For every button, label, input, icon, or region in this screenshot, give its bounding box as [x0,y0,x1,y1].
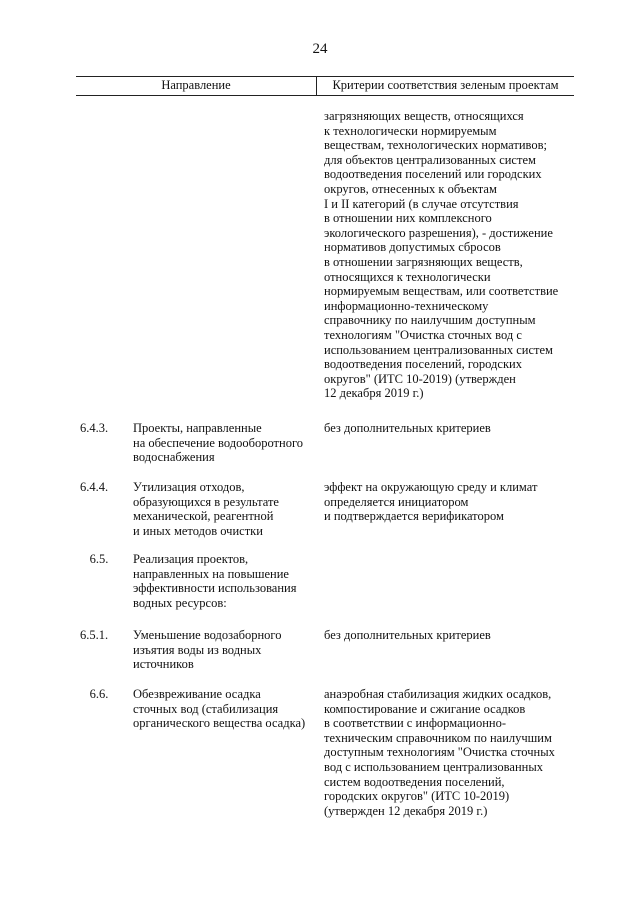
criteria-line: для объектов централизованных систем [324,152,536,167]
row-number: 6.5.1. [80,628,109,642]
page-number: 24 [312,41,328,57]
row-number: 6.5. [89,552,109,566]
row-direction [133,628,313,672]
row-criteria [324,687,574,818]
direction-line: водных ресурсов: [133,595,227,610]
criteria-line: в отношении загрязняющих веществ, [324,254,523,269]
criteria-line: компостирование и сжигание осадков [324,701,526,716]
criteria-line: I и II категорий (в случае отсутствия [324,196,519,211]
row-number: 6.4.3. [80,421,109,435]
criteria-line: без дополнительных критериев [324,628,491,642]
criteria-line: 12 декабря 2019 г.) [324,386,424,401]
direction-line: Реализация проектов, [133,552,249,566]
criteria-line: (утвержден 12 декабря 2019 г.) [324,803,488,818]
direction-line: источников [133,657,194,672]
direction-line: направленных на повышение [133,566,289,581]
row-direction [133,552,313,610]
row-criteria [324,480,574,524]
row-number: 6.4.4. [80,480,109,494]
direction-line: эффективности использования [133,581,297,596]
direction-line: и иных методов очистки [133,523,263,538]
row-direction [133,421,313,465]
criteria-line: относящихся к технологически [324,269,491,284]
direction-line: сточных вод (стабилизация [133,701,279,716]
criteria-line: без дополнительных критериев [324,421,491,435]
row-direction [133,480,313,538]
criteria-line: анаэробная стабилизация жидких осадков, [324,687,552,701]
criteria-line: нормируемым веществам, или соответствие [324,284,559,299]
direction-line: на обеспечение водооборотного [133,435,304,450]
criteria-line: городских округов" (ИТС 10-2019) [324,789,510,804]
criteria-line: и подтверждается верификатором [324,509,504,524]
direction-line: изъятия воды из водных [133,642,262,657]
criteria-line: округов, отнесенных к объектам [324,181,497,196]
direction-line: Утилизация отходов, [133,480,245,494]
row-direction [133,687,313,731]
criteria-line: справочнику по наилучшим доступным [324,313,536,328]
table-header [76,76,574,96]
criteria-line: вод с использованием централизованных [324,759,543,774]
criteria-line: техническим справочником по наилучшим [324,730,552,745]
direction-line: Уменьшение водозаборного [133,628,282,642]
column-header-criteria: Критерии соответствия зеленым проектам [332,78,559,92]
direction-line: водоснабжения [133,450,215,465]
criteria-line: в отношении них комплексного [324,211,492,226]
criteria-line: информационно-техническому [324,298,489,313]
criteria-line: водоотведения поселений, городских [324,357,522,372]
criteria-line: эффект на окружающую среду и климат [324,480,538,494]
criteria-line: веществам, технологических нормативов; [324,138,547,153]
criteria-line: нормативов допустимых сбросов [324,240,501,255]
direction-line: Обезвреживание осадка [133,687,261,701]
criteria-line: доступным технологиям "Очистка сточных [324,745,555,760]
row-criteria [324,421,574,436]
criteria-line: экологического разрешения), - достижение [324,225,553,240]
criteria-line: технологиям "Очистка сточных вод с [324,327,522,342]
criteria-line: систем водоотведения поселений, [324,774,505,789]
criteria-line: округов" (ИТС 10-2019) (утвержден [324,371,516,386]
criteria-line: к технологически нормируемым [324,123,497,138]
row-number: 6.6. [89,687,109,701]
criteria-line: определяется инициатором [324,494,469,509]
column-header-direction: Направление [161,78,231,92]
direction-line: механической, реагентной [133,509,274,524]
criteria-line: использованием централизованных систем [324,342,553,357]
criteria-line: водоотведения поселений или городских [324,167,542,182]
continuation-criteria [324,109,574,401]
criteria-line: загрязняющих веществ, относящихся [324,109,524,123]
direction-line: образующихся в результате [133,494,279,509]
direction-line: органического вещества осадка) [133,716,306,731]
direction-line: Проекты, направленные [133,421,262,435]
criteria-line: в соответствии с информационно- [324,716,507,731]
row-criteria [324,628,574,643]
